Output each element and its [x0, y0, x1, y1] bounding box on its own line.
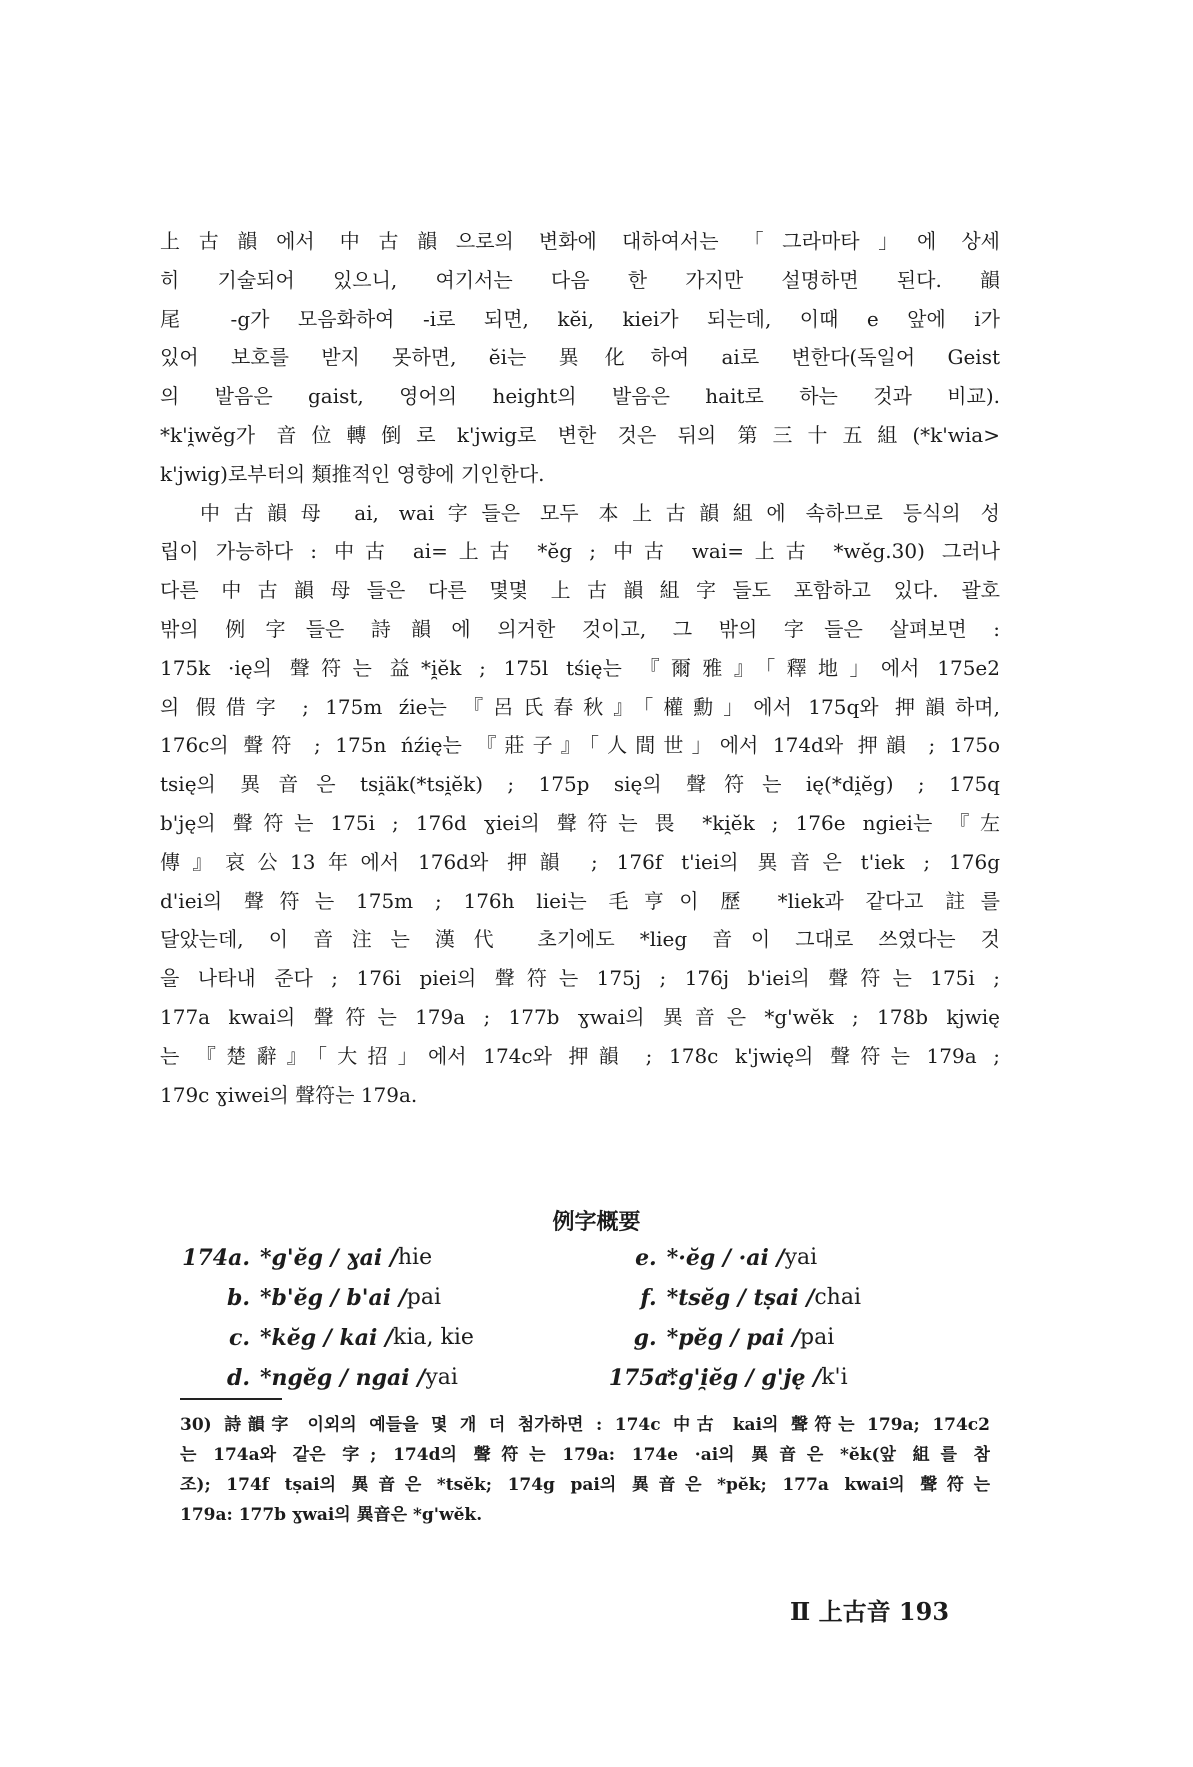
entry-number: g.: [633, 1325, 657, 1351]
entry-number: b.: [226, 1285, 250, 1311]
entry-modern: pai: [406, 1285, 442, 1310]
entry-modern: kia, kie: [393, 1325, 474, 1350]
entry-number: 174a.: [182, 1245, 250, 1271]
entry-modern: yai: [425, 1365, 458, 1390]
body-line: 上古韻에서 中古韻으로의 변화에 대하여서는 「그라마타」에 상세: [160, 229, 1000, 253]
entry-number: 175a.: [608, 1365, 677, 1391]
entry-forms: *b'ĕg / b'ai /: [260, 1285, 407, 1311]
body-line: 의 假借字 ; 175m źie는 『呂氏春秋』「權勳」에서 175q와 押韻하며,: [160, 694, 1000, 719]
body-line: 177a kwai의 聲符는 179a ; 177b ɣwai의 異音은 *g'wĕk ; 178b kjwię: [160, 1004, 1000, 1029]
body-line: 달았는데, 이 音注는 漢代 초기에도 *lieg 音이 그대로 쓰였다는 것: [160, 927, 1000, 952]
body-line: b'ję의 聲符는 175i ; 176d ɣiei의 聲符는 畏 *ki̯ĕk ; 176e ngiei는 『左: [160, 810, 1000, 835]
entry-modern: hie: [397, 1245, 433, 1270]
body-line: 尾 -g가 모음화하여 -i로 되면, kĕi, kiei가 되는데, 이때 e 앞에 i가: [160, 306, 1000, 331]
body-line: 中古韻母 ai, wai字들은 모두 本上古韻組에 속하므로 등식의 성: [200, 500, 1000, 525]
entry-modern: pai: [800, 1325, 835, 1350]
body-line: tsię의 異音은 tsi̯äk(*tsi̯ĕk) ; 175p się의 聲符는 ię(*di̯ĕg) ; 175q: [160, 772, 1000, 797]
table-row: [180, 1238, 940, 1278]
body-line: 175k ·ię의 聲符는 益*i̯ĕk ; 175l tśię는 『爾雅』「釋地」에서 175e2: [160, 655, 1000, 680]
footnote-line: 조); 174f tṣai의 異音은 *tsĕk; 174g pai의 異音은 *pĕk; 177a kwai의 聲符는: [180, 1475, 990, 1495]
body-line: 립이 가능하다 : 中古 ai=上古 *ĕg ; 中古 wai=上古 *wĕg.30) 그러나: [160, 539, 1000, 564]
footnote-line: 는 174a와 같은 字; 174d의 聲符는 179a: 174e ·ai의 異音은 *ĕk(앞 組를 참: [180, 1445, 990, 1465]
entry-number: f.: [640, 1285, 657, 1311]
body-line: 있어 보호를 받지 못하면, ĕi는 異化하여 ai로 변한다(독일어 Geist: [160, 345, 1000, 370]
body-line: 의 발음은 gaist, 영어의 height의 발음은 hait로 하는 것과 비교).: [160, 384, 1000, 409]
running-footer: Ⅱ 上古音 193: [790, 1597, 950, 1626]
table-row: [180, 1318, 940, 1358]
entry-modern: chai: [814, 1285, 862, 1310]
footnote-line: 30) 詩韻字 이외의 예들을 몇 개 더 첨가하면 : 174c 中古 kai의 聲符는 179a; 174c2: [180, 1415, 990, 1435]
body-line: k'jwig)로부터의 類推적인 영향에 기인한다.: [160, 461, 545, 486]
body-line: 179c ɣiwei의 聲符는 179a.: [160, 1082, 418, 1107]
body-text: [160, 222, 1000, 1114]
entry-forms: *·ĕg / ·ai /: [666, 1245, 785, 1271]
entry-modern: k'i: [821, 1365, 848, 1390]
body-line: 밖의 例字들은 詩韻에 의거한 것이고, 그 밖의 字들은 살펴보면 :: [160, 616, 1000, 641]
entry-forms: *kĕg / kai /: [260, 1325, 394, 1351]
body-line: 다른 中古韻母들은 다른 몇몇 上古韻組字들도 포함하고 있다. 괄호: [160, 578, 1000, 603]
entry-forms: *tsĕg / tṣai /: [666, 1285, 815, 1311]
footnote: [180, 1410, 990, 1530]
entry-number: e.: [635, 1245, 657, 1271]
body-line: 히 기술되어 있으니, 여기서는 다음 한 가지만 설명하면 된다. 韻: [160, 267, 1000, 292]
body-line: 는 『楚辭』「大招」에서 174c와 押韻 ; 178c k'jwię의 聲符는 179a ;: [160, 1043, 1000, 1068]
table-heading: 例字概要: [552, 1209, 641, 1235]
body-line: 176c의 聲符 ; 175n ńźię는 『莊子』「人間世」에서 174d와 押韻 ; 175o: [160, 733, 1000, 758]
entry-number: c.: [228, 1325, 250, 1351]
body-line: *k'i̯wĕg가 音位轉倒로 k'jwig로 변한 것은 뒤의 第三十五組(*k'wia>: [160, 422, 1000, 447]
entry-number: d.: [226, 1365, 250, 1391]
entry-modern: yai: [784, 1245, 818, 1270]
entry-forms: *g'i̯ĕg / g'ję /: [666, 1365, 822, 1391]
footnote-divider: [180, 1398, 282, 1400]
table-row: [180, 1278, 940, 1318]
footnote-line: 179a: 177b ɣwai의 異音은 *g'wĕk.: [180, 1505, 483, 1525]
body-line: d'iei의 聲符는 175m ; 176h liei는 毛亨이 歷 *liek과 같다고 註를: [160, 888, 1000, 913]
body-line: 을 나타내 준다 ; 176i piei의 聲符는 175j ; 176j b'iei의 聲符는 175i ;: [160, 966, 1000, 991]
entry-forms: *g'ĕg / ɣai /: [260, 1245, 398, 1271]
entry-forms: *pĕg / pai /: [666, 1325, 801, 1351]
table-row: [180, 1358, 940, 1398]
body-line: 傳』哀公13年에서 176d와 押韻 ; 176f t'iei의 異音은 t'iek ; 176g: [160, 849, 1000, 874]
entry-forms: *ngĕg / ngai /: [260, 1365, 426, 1391]
example-table: [180, 1238, 940, 1398]
